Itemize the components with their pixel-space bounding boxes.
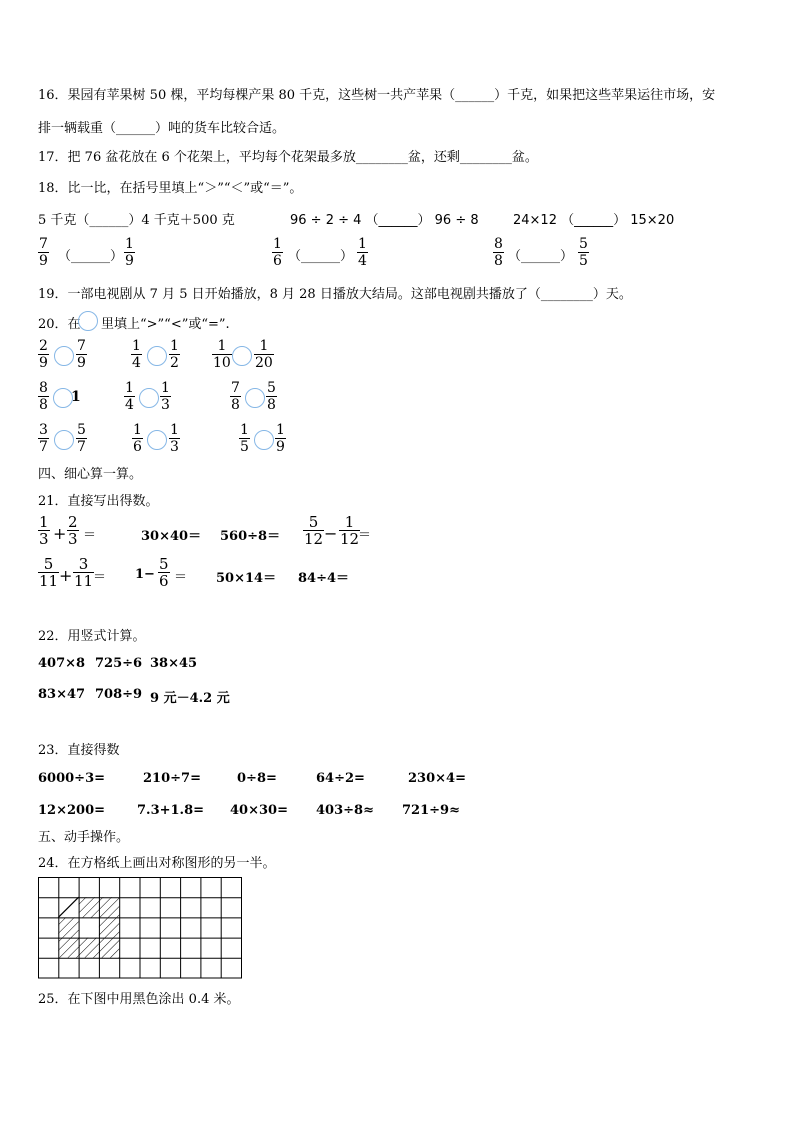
expr-560d8: 560÷8＝ bbox=[220, 529, 281, 544]
fraction: 7 8 bbox=[231, 380, 240, 413]
fraction: 7 9 bbox=[39, 236, 48, 269]
q19-text: 19．一部电视剧从 7 月 5 日开始播放，8 月 28 日播放大结局。这部电视剧共播放了（________）天。 bbox=[38, 287, 632, 302]
q22-item: 83×47 bbox=[38, 687, 86, 702]
q20-stem-b: 里填上“>”“<”或“=”. bbox=[101, 317, 230, 332]
expr-50x14: 50×14＝ bbox=[216, 571, 277, 586]
fraction: 1 5 bbox=[240, 422, 249, 455]
fraction: 1 2 bbox=[170, 338, 179, 371]
q18-compare-2: 96 ÷ 2 ÷ 4 （______） 96 ÷ 8 bbox=[290, 213, 479, 228]
equals-sign: ＝ bbox=[83, 528, 97, 543]
q24-stem: 24．在方格纸上画出对称图形的另一半。 bbox=[38, 856, 276, 871]
fraction: 1 9 bbox=[125, 236, 134, 269]
q23-item: 7.3+1.8= bbox=[137, 803, 205, 818]
q23-item: 40×30= bbox=[230, 803, 288, 818]
compare-circle[interactable] bbox=[147, 430, 167, 450]
q23-item: 230×4= bbox=[408, 771, 466, 786]
fraction: 1 3 bbox=[161, 380, 170, 413]
q23-item: 12×200= bbox=[38, 803, 106, 818]
q23-item: 403÷8≈ bbox=[316, 803, 374, 818]
fraction: 7 9 bbox=[77, 338, 86, 371]
answer-blank[interactable]: （______） bbox=[288, 249, 354, 264]
fraction: 1 10 bbox=[213, 338, 231, 371]
q22-item: 38×45 bbox=[150, 656, 198, 671]
number-one: 1 bbox=[71, 389, 81, 405]
fraction: 1 4 bbox=[125, 380, 134, 413]
q20-stem-a: 20．在 bbox=[38, 317, 81, 332]
q23-stem: 23．直接得数 bbox=[38, 743, 120, 758]
fraction: 1 20 bbox=[255, 338, 273, 371]
q21-stem: 21．直接写出得数。 bbox=[38, 494, 159, 509]
fraction: 5 12 bbox=[304, 513, 324, 548]
symmetry-grid[interactable] bbox=[38, 877, 244, 979]
fraction: 3 11 bbox=[74, 555, 94, 590]
fraction: 2 9 bbox=[39, 338, 48, 371]
compare-circle[interactable] bbox=[147, 346, 167, 366]
answer-blank[interactable]: （______） bbox=[58, 249, 124, 264]
q18-compare-1: 5 千克（______）4 千克＋500 克 bbox=[38, 213, 235, 228]
fraction: 1 6 bbox=[133, 422, 142, 455]
compare-circle[interactable] bbox=[54, 346, 74, 366]
q22-item: 708÷9 bbox=[95, 687, 143, 702]
hatched-shape bbox=[58, 897, 119, 958]
compare-circle[interactable] bbox=[54, 430, 74, 450]
q22-stem: 22．用竖式计算。 bbox=[38, 629, 146, 644]
plus-sign: + bbox=[59, 566, 73, 585]
q23-item: 6000÷3= bbox=[38, 771, 106, 786]
expr-84d4: 84÷4＝ bbox=[298, 571, 350, 586]
expr-30x40: 30×40＝ bbox=[141, 529, 202, 544]
q22-item: 9 元－4.2 元 bbox=[150, 691, 230, 706]
q22-item: 725÷6 bbox=[95, 656, 143, 671]
compare-circle[interactable] bbox=[232, 346, 252, 366]
q22-item: 407×8 bbox=[38, 656, 86, 671]
fraction: 2 3 bbox=[68, 513, 78, 548]
minus-sign: − bbox=[324, 524, 338, 543]
fraction: 5 7 bbox=[77, 422, 86, 455]
q16-line2: 排一辆载重（______）吨的货车比较合适。 bbox=[38, 121, 286, 136]
fraction: 5 8 bbox=[267, 380, 276, 413]
q18-stem: 18．比一比，在括号里填上“＞”“＜”或“＝”。 bbox=[38, 181, 303, 196]
equals-sign: ＝ bbox=[93, 570, 107, 585]
compare-circle[interactable] bbox=[254, 430, 274, 450]
fraction: 5 5 bbox=[579, 236, 588, 269]
q18-compare-3: 24×12 （______） 15×20 bbox=[513, 213, 675, 228]
section-5-heading: 五、动手操作。 bbox=[38, 830, 130, 845]
q23-item: 64÷2= bbox=[316, 771, 365, 786]
section-4-heading: 四、细心算一算。 bbox=[38, 467, 143, 482]
fraction: 1 9 bbox=[276, 422, 285, 455]
compare-circle[interactable] bbox=[53, 388, 73, 408]
fraction: 3 7 bbox=[39, 422, 48, 455]
fraction: 8 8 bbox=[494, 236, 503, 269]
q25-stem: 25．在下图中用黑色涂出 0.4 米。 bbox=[38, 992, 240, 1007]
plus-sign: + bbox=[53, 524, 67, 543]
q17-text: 17．把 76 盆花放在 6 个花架上，平均每个花架最多放________盆，还剩________盆。 bbox=[38, 150, 538, 165]
compare-circle[interactable] bbox=[139, 388, 159, 408]
fraction: 1 3 bbox=[170, 422, 179, 455]
fraction: 5 11 bbox=[39, 555, 59, 590]
answer-blank[interactable]: （______） bbox=[508, 249, 574, 264]
q23-item: 0÷8= bbox=[237, 771, 277, 786]
compare-circle-icon bbox=[78, 311, 98, 331]
q23-item: 721÷9≈ bbox=[402, 803, 460, 818]
q16-line1: 16．果园有苹果树 50 棵，平均每棵产果 80 千克，这些树一共产苹果（______）千克，如果把这些苹果运往市场，安 bbox=[38, 88, 716, 103]
one-minus: 1− bbox=[135, 567, 155, 582]
q23-item: 210÷7= bbox=[143, 771, 201, 786]
fraction: 8 8 bbox=[39, 380, 48, 413]
equals-sign: ＝ bbox=[358, 528, 372, 543]
fraction: 1 4 bbox=[132, 338, 141, 371]
fraction: 1 6 bbox=[273, 236, 282, 269]
fraction: 1 4 bbox=[358, 236, 367, 269]
equals-sign: ＝ bbox=[174, 570, 188, 585]
fraction: 1 3 bbox=[39, 513, 49, 548]
fraction: 5 6 bbox=[159, 555, 169, 590]
fraction: 1 12 bbox=[340, 513, 360, 548]
compare-circle[interactable] bbox=[245, 388, 265, 408]
